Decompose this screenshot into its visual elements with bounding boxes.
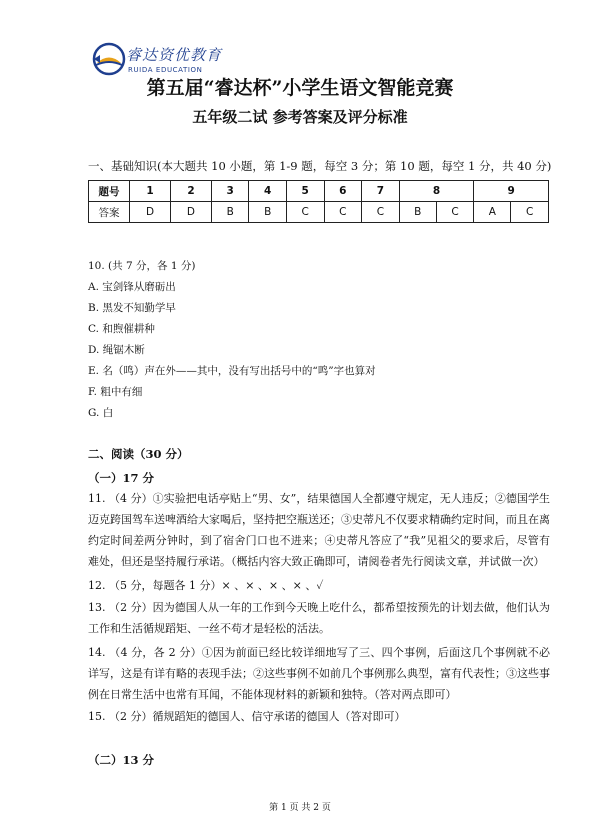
list-item: F. 粗中有细 [88,386,143,398]
table-cell: 6 [324,181,362,202]
list-item: D. 绳锯木断 [88,344,145,356]
table-cell: D [170,202,211,223]
section1-heading: 一、基础知识(本大题共 10 小题，第 1-9 题，每空 3 分；第 10 题，每空 1 分，共 40 分) [88,159,552,173]
table-cell: 3 [211,181,248,202]
table-cell: 5 [286,181,324,202]
table-cell: 2 [170,181,211,202]
table-cell: C [362,202,400,223]
table-cell: 4 [249,181,286,202]
table-cell: 9 [474,181,549,202]
table-cell: 8 [399,181,474,202]
list-item: G. 白 [88,407,114,419]
table-cell: B [399,202,436,223]
table-cell: 7 [362,181,400,202]
table-cell: B [249,202,286,223]
q10-header: 10. (共 7 分，各 1 分) [88,260,196,272]
logo-text-en: RUIDA EDUCATION [128,66,203,74]
list-item: C. 和煦催耕种 [88,323,155,335]
table-cell: B [211,202,248,223]
part2-heading: （二）13 分 [88,753,155,767]
table-row-answers [89,202,549,223]
page-title: 第五届“睿达杯”小学生语文智能竞赛 [146,77,454,99]
table-cell: A [474,202,511,223]
table-cell: D [130,202,171,223]
list-item: B. 黑发不知勤学早 [88,302,176,314]
part1-heading: （一）17 分 [88,471,155,485]
table-cell: C [324,202,362,223]
list-item: A. 宝剑锋从磨砺出 [88,281,176,293]
table-cell: C [286,202,324,223]
q11-answer: 11. （4 分）①实验把电话亭贴上“男、女”，结果德国人全都遵守规定，无人违反；②德国学生迈克跨国驾车送啤酒给大家喝后，坚持把空瓶送还；③史蒂凡不仅要求精确约定时间，而且在离约定时间差两分钟时，到了宿舍门口也不进来；④史蒂凡答应了“我”见祖父的要求后，尽管有难处，但还是坚持履行承诺。（概括内容大致正确即可，请阅卷者先行阅读文章，并试做一次） [88,492,550,568]
list-item: E. 名（鸣）声在外——其中，没有写出括号中的“鸣”字也算对 [88,365,376,377]
answer-table [88,180,549,223]
row-label-question: 题号 [89,181,130,202]
q13-answer: 13. （2 分）因为德国人从一年的工作到今天晚上吃什么，都希望按预先的计划去做，他们认为工作和生活循规蹈矩、一丝不苟才是轻松的活法。 [88,601,550,635]
row-label-answer: 答案 [89,202,130,223]
table-cell: 1 [130,181,171,202]
q15-answer: 15. （2 分）循规蹈矩的德国人、信守承诺的德国人（答对即可） [88,710,406,723]
logo-emblem-icon [92,42,126,76]
section2-heading: 二、阅读（30 分） [88,447,189,461]
table-cell: C [436,202,474,223]
page-footer: 第 1 页 共 2 页 [269,803,331,813]
table-row-questions [89,181,549,202]
q12-answer: 12. （5 分，每题各 1 分）× 、× 、× 、× 、✓ [88,579,324,592]
logo-text-cn: 睿达资优教育 [126,46,223,64]
page-subtitle: 五年级二试 参考答案及评分标准 [192,108,408,126]
table-cell: C [511,202,549,223]
q14-answer: 14. （4 分，各 2 分）①因为前面已经比较详细地写了三、四个事例，后面这几个事例就不必详写，这是有详有略的表现手法；②这些事例不如前几个事例那么典型，富有代表性；③这些事例在日常生活中也常有耳闻，不能体现材料的新颖和独特。（答对两点即可） [88,646,550,701]
